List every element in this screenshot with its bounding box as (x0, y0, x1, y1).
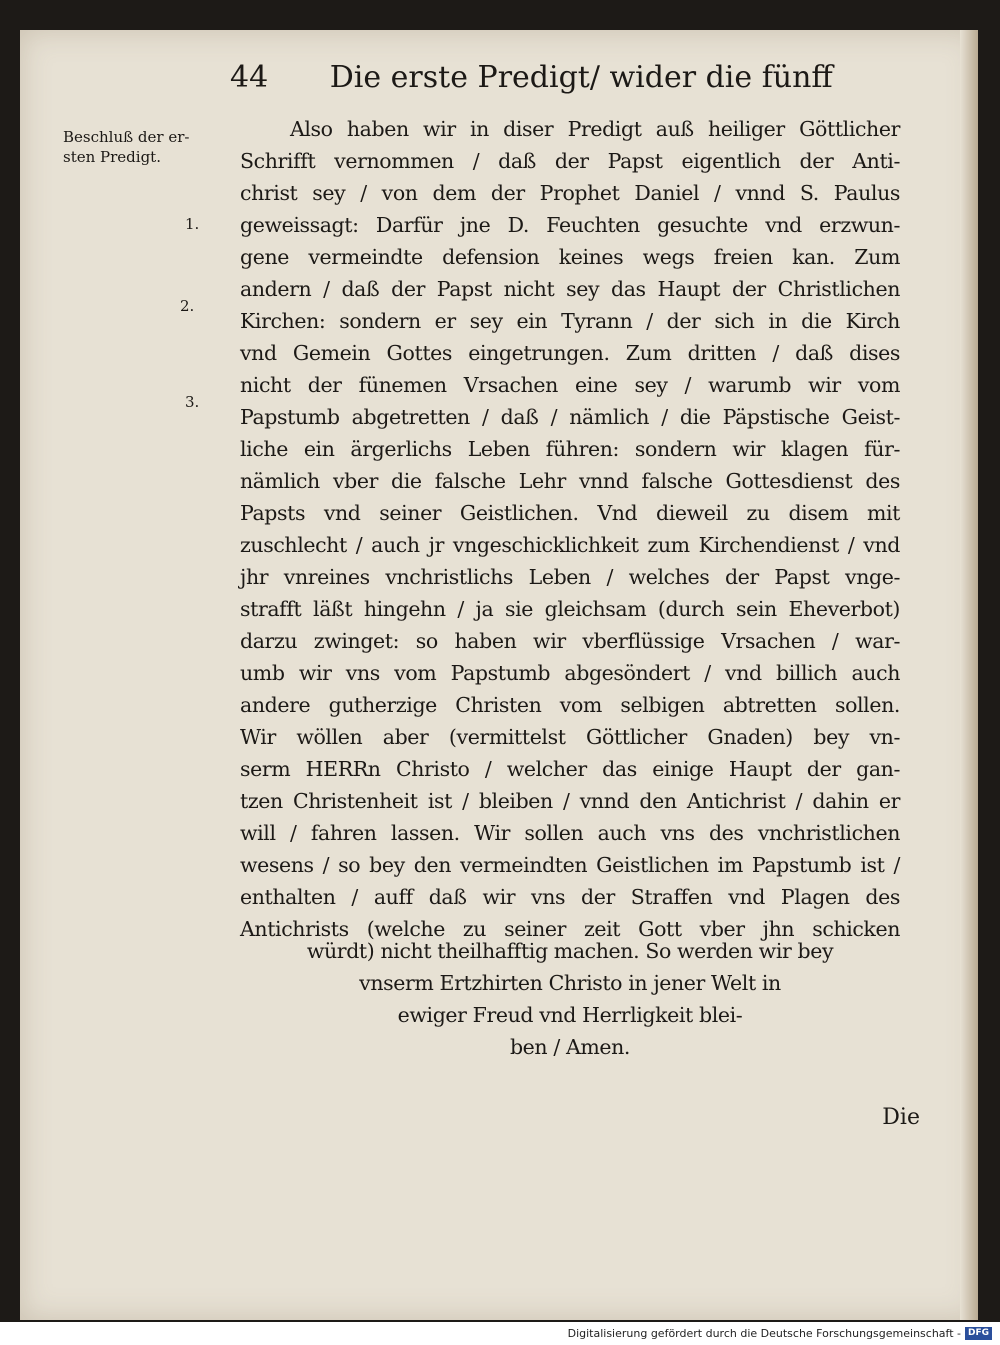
page-edge-shadow (960, 30, 978, 1320)
text-line: Wir wöllen aber (vermittelst Göttlicher Gnaden) bey vn- (240, 725, 900, 749)
text-line: christ sey / von dem der Prophet Daniel / vnnd S. Paulus (240, 181, 900, 205)
text-line: Papstumb abgetretten / daß / nämlich / die Päpstische Geist- (240, 405, 900, 429)
footer-credit (568, 1327, 992, 1340)
text-line: jhr vnreines vnchristlichs Leben / welches der Papst vnge- (240, 565, 900, 589)
text-line: will / fahren lassen. Wir sollen auch vns des vnchristlichen (240, 821, 900, 845)
text-line: Schrifft vernommen / daß der Papst eigentlich der Anti- (240, 149, 900, 173)
text-line: nicht der fünemen Vrsachen eine sey / warumb wir vom (240, 373, 900, 397)
text-line: vnd Gemein Gottes eingetrungen. Zum dritten / daß dises (240, 341, 900, 365)
text-line: enthalten / auff daß wir vns der Straffen vnd Plagen des (240, 885, 900, 909)
dfg-logo-icon: DFG (965, 1327, 992, 1340)
text-line: strafft läßt hingehn / ja sie gleichsam (durch sein Eheverbot) (240, 597, 900, 621)
page-number: 44 (230, 60, 269, 95)
text-line: wesens / so bey den vermeindten Geistlichen im Papstumb ist / (240, 853, 900, 877)
margin-number: 2. (180, 297, 195, 315)
closing-line: würdt) nicht theilhafftig machen. So werden wir bey (306, 939, 834, 963)
running-title: Die erste Predigt/ wider die fünff (329, 60, 833, 95)
text-line: Papsts vnd seiner Geistlichen. Vnd dieweil zu disem mit (240, 501, 900, 525)
text-line: tzen Christenheit ist / bleiben / vnnd den Antichrist / dahin er (240, 789, 900, 813)
running-head (230, 60, 833, 95)
text-line: darzu zwinget: so haben wir vberflüssige Vrsachen / war- (240, 629, 900, 653)
closing-line: ewiger Freud vnd Herrligkeit blei- (397, 1003, 743, 1027)
text-line: serm HERRn Christo / welcher das einige Haupt der gan- (240, 757, 900, 781)
catchword: Die (882, 1105, 920, 1130)
margin-note-line: Beschluß der er- (63, 128, 190, 146)
margin-number: 1. (185, 215, 200, 233)
text-line: Also haben wir in diser Predigt auß heiliger Göttlicher (290, 117, 900, 141)
text-line: zuschlecht / auch jr vngeschicklichkeit zum Kirchendienst / vnd (240, 533, 900, 557)
body-text (240, 113, 900, 945)
footer-text: Digitalisierung gefördert durch die Deutsche Forschungsgemeinschaft - (567, 1327, 961, 1340)
text-line: umb wir vns vom Papstumb abgesöndert / vnd billich auch (240, 661, 900, 685)
text-line: Kirchen: sondern er sey ein Tyrann / der sich in die Kirch (240, 309, 900, 333)
margin-number: 3. (185, 393, 200, 411)
text-line: nämlich vber die falsche Lehr vnnd falsche Gottesdienst des (240, 469, 900, 493)
text-line: Antichrists (welche zu seiner zeit Gott vber jhn schicken (240, 917, 900, 941)
text-line: gene vermeindte defension keines wegs freien kan. Zum (240, 245, 900, 269)
text-line: andern / daß der Papst nicht sey das Haupt der Christlichen (240, 277, 900, 301)
closing-line: vnserm Ertzhirten Christo in jener Welt in (359, 971, 781, 995)
closing-line: ben / Amen. (509, 1035, 631, 1059)
text-line: andere gutherzige Christen vom selbigen abtretten sollen. (240, 693, 900, 717)
text-line: liche ein ärgerlichs Leben führen: sondern wir klagen für- (240, 437, 900, 461)
closing-text (240, 935, 900, 1063)
text-line: geweissagt: Darfür jne D. Feuchten gesuchte vnd erzwun- (240, 213, 900, 237)
margin-note-line: sten Predigt. (63, 148, 161, 166)
margin-note-summary (63, 127, 189, 167)
